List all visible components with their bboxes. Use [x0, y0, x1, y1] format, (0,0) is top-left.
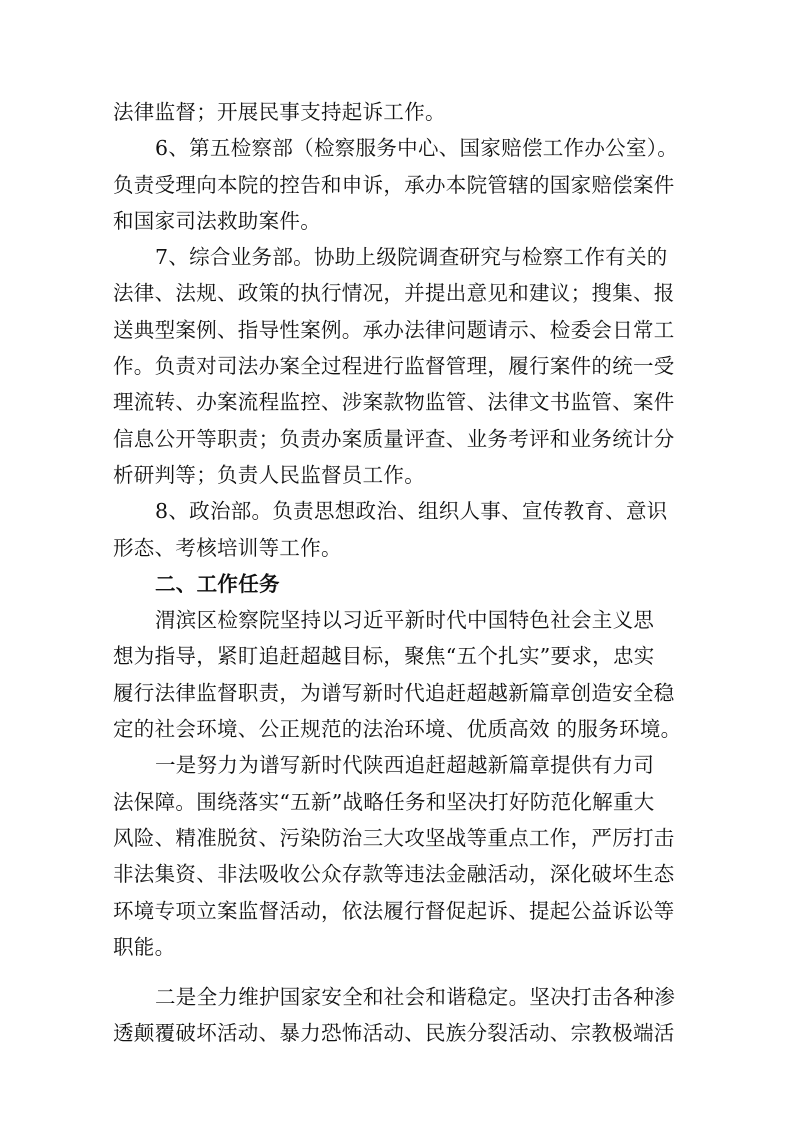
text-line: 透颠覆破坏活动、暴力恐怖活动、民族分裂活动、宗教极端活 — [113, 1021, 675, 1046]
text-line: 和国家司法救助案件。 — [113, 208, 321, 233]
text-line: 6、第五检察部（检察服务中心、国家赔偿工作办公室）。 — [155, 136, 679, 161]
text-line: 法律监督；开展民事支持起诉工作。 — [113, 100, 446, 124]
text-line: 法保障。围绕落实“五新”战略任务和坚决打好防范化解重大 — [113, 789, 655, 814]
text-line: 风险、精准脱贫、污染防治三大攻坚战等重点工作，严厉打击 — [113, 825, 675, 850]
text-line: 渭滨区检察院坚持以习近平新时代中国特色社会主义思 — [155, 608, 655, 633]
text-line: 8、政治部。负责思想政治、组织人事、宣传教育、意识 — [155, 499, 668, 524]
text-line: 理流转、办案流程监控、涉案款物监管、法律文书监管、案件 — [113, 390, 675, 415]
text-line: 想为指导，紧盯追赶超越目标，聚焦“五个扎实”要求，忠实 — [113, 644, 655, 669]
text-line: 履行法律监督职责，为谱写新时代追赶超越新篇章创造安全稳 — [113, 680, 675, 705]
text-line: 法律、法规、政策的执行情况，并提出意见和建议；搜集、报 — [113, 281, 675, 306]
text-line: 析研判等；负责人民监督员工作。 — [113, 462, 425, 487]
text-line: 二是全力维护国家安全和社会和谐稳定。坚决打击各种渗 — [155, 985, 675, 1010]
text-line: 非法集资、非法吸收公众存款等违法金融活动，深化破坏生态 — [113, 862, 675, 887]
paragraph-gap — [113, 965, 685, 979]
section-heading: 二、工作任务 — [155, 571, 280, 596]
text-line: 定的社会环境、公正规范的法治环境、优质高效 的服务环境。 — [113, 717, 682, 742]
document-body — [113, 94, 685, 1052]
text-line: 形态、考核培训等工作。 — [113, 535, 342, 560]
text-line: 负责受理向本院的控告和申诉，承办本院管辖的国家赔偿案件 — [113, 172, 675, 197]
text-line: 一是努力为谱写新时代陕西追赶超越新篇章提供有力司 — [155, 753, 655, 778]
text-line: 送典型案例、指导性案例。承办法律问题请示、检委会日常工 — [113, 317, 675, 342]
text-line: 作。负责对司法办案全过程进行监督管理，履行案件的统一受 — [113, 354, 675, 379]
text-line: 7、综合业务部。协助上级院调查研究与检察工作有关的 — [155, 245, 668, 270]
text-line: 信息公开等职责；负责办案质量评查、业务考评和业务统计分 — [113, 426, 675, 451]
text-line: 环境专项立案监督活动，依法履行督促起诉、提起公益诉讼等 — [113, 898, 675, 923]
text-line: 职能。 — [113, 934, 176, 959]
